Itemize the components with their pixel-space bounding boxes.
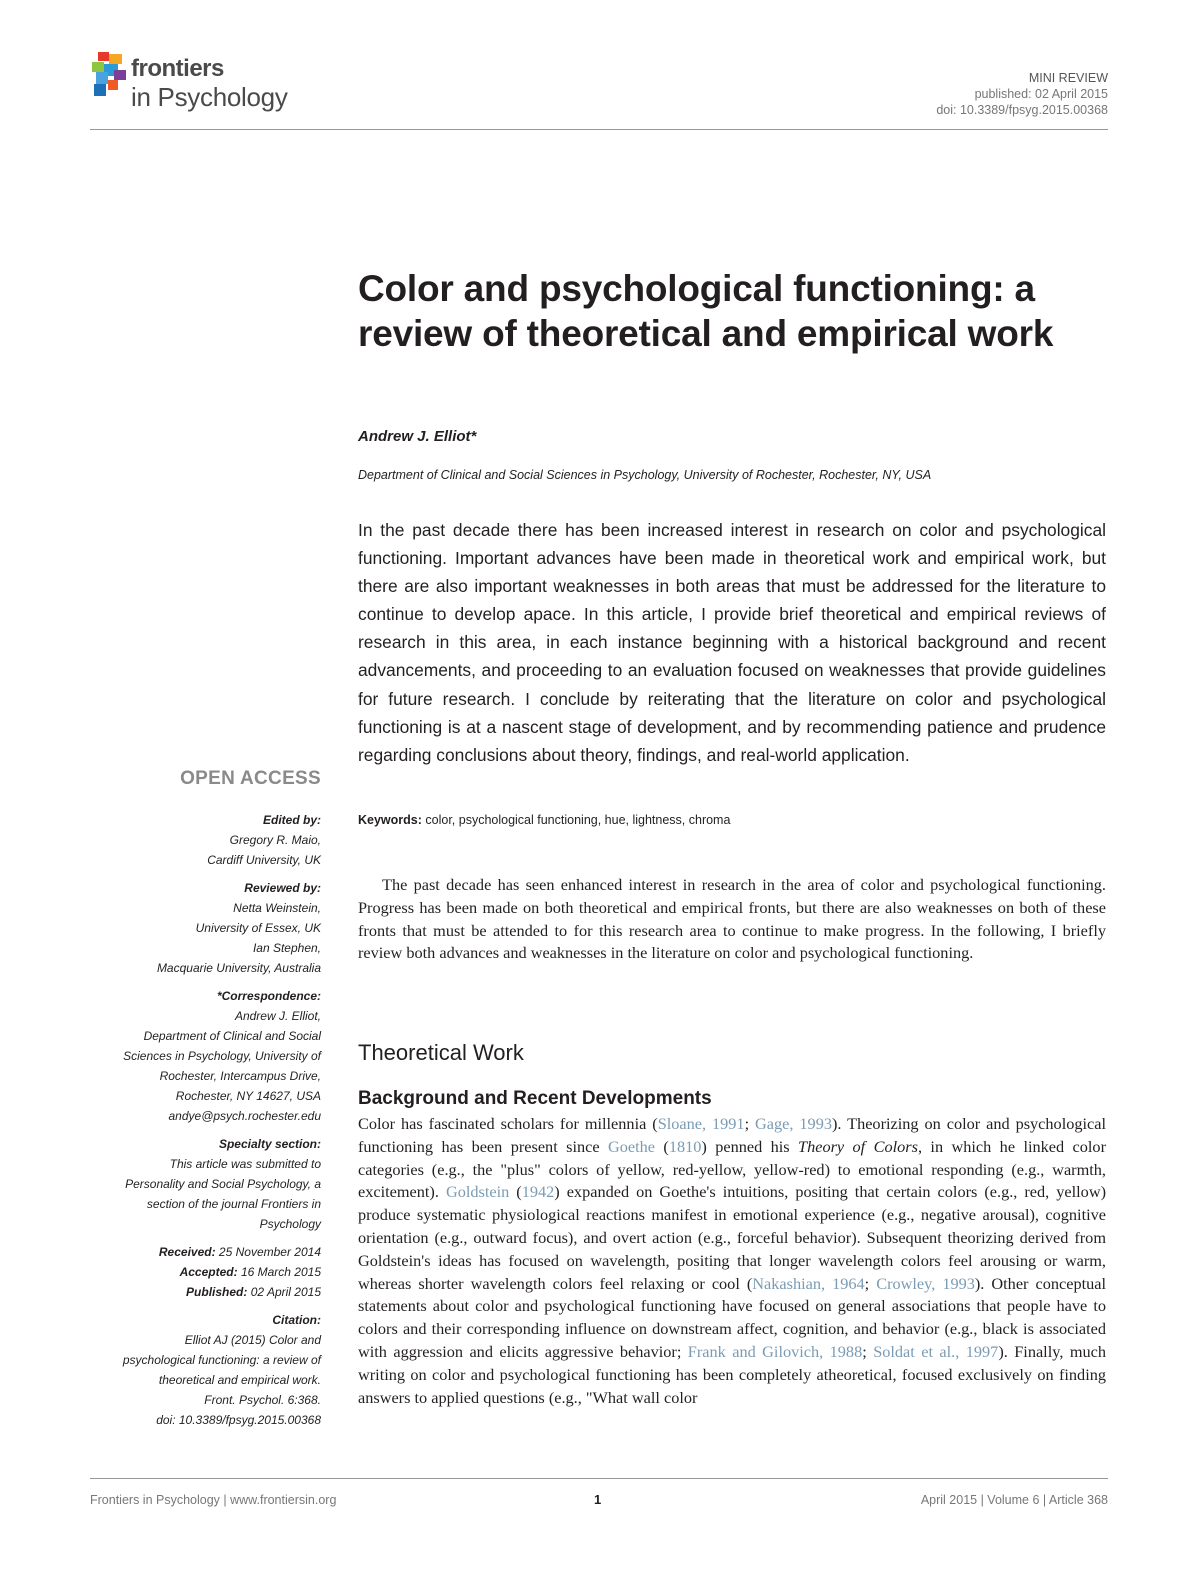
paragraph-text: ) penned his	[701, 1136, 799, 1156]
citation-line: theoretical and empirical work.	[158, 1373, 321, 1387]
citation-label: Citation:	[272, 1313, 321, 1327]
received-label: Received:	[158, 1245, 216, 1259]
citation-line: psychological functioning: a review of	[122, 1353, 321, 1367]
published-date-sidebar	[80, 1282, 321, 1302]
footer-rule	[90, 1478, 1108, 1479]
citation-link[interactable]: 1810	[668, 1136, 702, 1156]
citation-link[interactable]: Goethe	[607, 1136, 655, 1156]
specialty-line: Psychology	[259, 1217, 321, 1231]
citation-link[interactable]: 1942	[521, 1182, 555, 1202]
citation-link[interactable]: Goldstein	[445, 1182, 510, 1202]
published-value: 02 April 2015	[250, 1285, 321, 1299]
citation-link[interactable]: Nakashian, 1964	[752, 1273, 865, 1293]
reviewer-affiliation: Macquarie University, Australia	[156, 961, 321, 975]
author-name[interactable]: Andrew J. Elliot*	[358, 428, 477, 445]
section-heading: Theoretical Work	[358, 1040, 524, 1065]
correspondence-line: Rochester, NY 14627, USA	[175, 1089, 321, 1103]
paragraph-text: (	[509, 1182, 522, 1202]
author-affiliation: Department of Clinical and Social Sciences in Psychology, University of Rochester, Rochester, NY, USA	[358, 468, 932, 482]
keywords-label: Keywords:	[358, 813, 422, 827]
article-doi[interactable]: doi: 10.3389/fpsyg.2015.00368	[936, 103, 1108, 117]
correspondence-line: Sciences in Psychology, University of	[123, 1049, 321, 1063]
dates-section	[80, 1242, 321, 1302]
edited-by-section	[80, 810, 321, 870]
frontiers-logo-icon	[90, 50, 130, 102]
received-date	[80, 1242, 321, 1262]
correspondence-line: Department of Clinical and Social	[143, 1029, 321, 1043]
correspondence-label: *Correspondence:	[216, 989, 321, 1003]
paragraph-text: ). Theorizing on color and psychological functioning has been present since	[358, 1114, 1106, 1156]
paragraph-text: ;	[864, 1273, 877, 1293]
reviewer-name[interactable]: Ian Stephen,	[252, 941, 321, 955]
reviewer-affiliation: University of Essex, UK	[195, 921, 321, 935]
book-title: Theory of Colors	[798, 1136, 918, 1156]
specialty-label: Specialty section:	[218, 1137, 321, 1151]
published-label: Published:	[186, 1285, 248, 1299]
paragraph-text: , in which he linked color categories (e.g., the "plus" colors of yellow, red-yellow, yellow-red) to emotional responding (e.g., warmth, excitement).	[358, 1136, 1106, 1202]
page-number: 1	[594, 1492, 602, 1507]
citation-link[interactable]: Gage, 1993	[755, 1114, 832, 1133]
specialty-section	[80, 1134, 321, 1234]
reviewed-by-label: Reviewed by:	[244, 881, 321, 895]
paragraph-text: (	[654, 1136, 669, 1156]
paragraph-text: ) expanded on Goethe's intuitions, positing that certain colors (e.g., red, yellow) produce systematic physiological reactions manifest in emotional experience (e.g., negative arousal), cognitive orientation (e.g., outward focus), and overt action (e.g., forceful behavior). Subsequent theorizing derived from Goldstein's ideas has focused on wavelength, positing that longer wavelength colors feel arousing or warm, whereas shorter wavelength colors feel relaxing or cool (	[358, 1182, 1106, 1293]
received-value: 25 November 2014	[218, 1245, 321, 1259]
keywords	[358, 813, 730, 827]
footer-issue-info: April 2015 | Volume 6 | Article 368	[920, 1493, 1108, 1507]
citation-link[interactable]: Sloane, 1991	[657, 1114, 745, 1133]
paragraph-text: ). Finally, much writing on color and psychological functioning has been completely atheoretical, focused exclusively on finding answers to applied questions (e.g., "What wall color	[358, 1341, 1106, 1407]
background-paragraph	[358, 1113, 1106, 1409]
paragraph-text: ). Other conceptual statements about color and psychological functioning have focused on general associations that people have to colors and their corresponding influence on downstream affect, cognition, and behavior (e.g., black is associated with aggression and elicits aggressive behavior;	[358, 1273, 1107, 1361]
article-type: MINI REVIEW	[1028, 71, 1108, 85]
paragraph-text: ;	[862, 1341, 874, 1361]
accepted-value: 16 March 2015	[240, 1265, 321, 1279]
abstract: In the past decade there has been increased interest in research on color and psychological functioning. Important advances have been made in theoretical work and empirical work, but there are also important weaknesses in both areas that must be addressed for the literature to continue to develop apace. In this article, I provide brief theoretical and empirical reviews of research in this area, in each instance beginning with a historical background and recent advancements, and proceeding to an evaluation focused on weaknesses that provide guidelines for future research. I conclude by reiterating that the literature on color and psychological functioning is at a nascent stage of development, and by recommending patience and prudence regarding conclusions about theory, findings, and real-world application.	[358, 520, 1106, 765]
correspondence-section	[80, 986, 321, 1126]
subsection-heading: Background and Recent Developments	[358, 1088, 712, 1109]
header-rule	[90, 129, 1108, 130]
citation-line: Elliot AJ (2015) Color and	[184, 1333, 321, 1347]
paragraph-text: ;	[744, 1114, 756, 1133]
article-meta	[936, 70, 1108, 118]
logo-word-journal: in Psychology	[131, 82, 288, 112]
open-access-label: OPEN ACCESS	[180, 768, 321, 789]
logo-word-frontiers: frontiers	[131, 55, 224, 82]
correspondence-line: Rochester, Intercampus Drive,	[159, 1069, 321, 1083]
article-title: Color and psychological functioning: a review of theoretical and empirical work	[358, 268, 1054, 354]
reviewed-by-section	[80, 878, 321, 978]
citation-link[interactable]: Soldat et al., 1997	[873, 1341, 999, 1361]
citation-doi[interactable]: doi: 10.3389/fpsyg.2015.00368	[156, 1413, 321, 1427]
accepted-label: Accepted:	[179, 1265, 238, 1279]
edited-by-label: Edited by:	[262, 813, 321, 827]
reviewer-name[interactable]: Netta Weinstein,	[233, 901, 321, 915]
editor-name[interactable]: Gregory R. Maio,	[229, 833, 321, 847]
published-date: published: 02 April 2015	[974, 87, 1108, 101]
keywords-list: color, psychological functioning, hue, lightness, chroma	[425, 813, 731, 827]
article-info-sidebar	[80, 764, 321, 1438]
correspondence-line: Andrew J. Elliot,	[234, 1009, 321, 1023]
accepted-date	[80, 1262, 321, 1282]
citation-line: Front. Psychol. 6:368.	[204, 1393, 321, 1407]
specialty-line: This article was submitted to	[169, 1157, 321, 1171]
specialty-line: Personality and Social Psychology, a	[125, 1177, 321, 1191]
footer-journal-link[interactable]: Frontiers in Psychology | www.frontiersin.org	[90, 1493, 337, 1507]
citation-section	[80, 1310, 321, 1430]
correspondence-email[interactable]: andye@psych.rochester.edu	[168, 1109, 321, 1123]
citation-link[interactable]: Crowley, 1993	[876, 1273, 975, 1293]
intro-paragraph: The past decade has seen enhanced interest in research in the area of color and psychological functioning. Progress has been made on both theoretical and empirical fronts, but there are also weaknesses on both of these fronts that must be attended to for this research area to continue to make progress. In the following, I briefly review both advances and weaknesses in the literature on color and psychological functioning.	[358, 875, 1106, 963]
journal-logo[interactable]	[90, 50, 320, 125]
editor-affiliation: Cardiff University, UK	[207, 853, 321, 867]
citation-link[interactable]: Frank and Gilovich, 1988	[687, 1341, 863, 1361]
paragraph-text: Color has fascinated scholars for millennia (	[358, 1114, 658, 1133]
specialty-line: section of the journal Frontiers in	[146, 1197, 321, 1211]
